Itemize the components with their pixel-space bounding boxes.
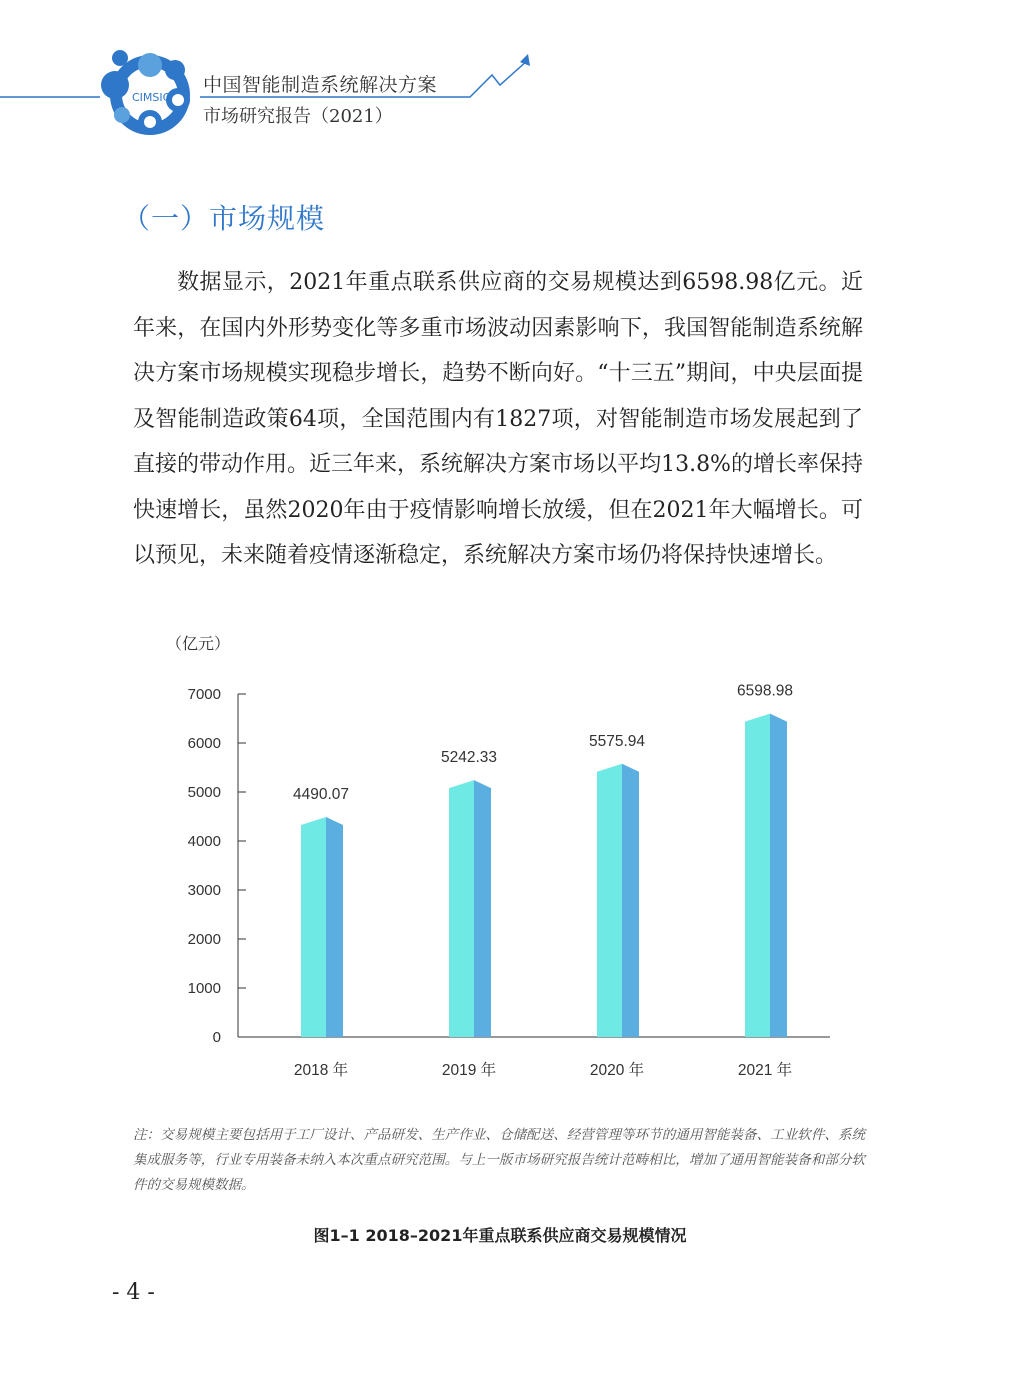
- bar-value-label: 5575.94: [588, 732, 646, 750]
- x-tick-label: 2021 年: [737, 1062, 793, 1079]
- y-tick-label: 0: [212, 1029, 221, 1046]
- y-tick-label: 3000: [187, 882, 221, 899]
- x-tick-label: 2019 年: [441, 1062, 497, 1079]
- arrow-up-icon: [520, 54, 530, 66]
- bar-chart: [130, 620, 850, 1090]
- page-number: - 4 -: [112, 1280, 155, 1305]
- bar-side: [326, 817, 343, 1037]
- y-tick-label: 5000: [187, 784, 221, 801]
- bar-value-label: 6598.98: [736, 682, 794, 700]
- body-paragraph: 数据显示，2021年重点联系供应商的交易规模达到6598.98亿元。近年来，在国内外形势变化等多重市场波动因素影响下，我国智能制造系统解决方案市场规模实现稳步增长，趋势不断向好。“十三五”期间，中央层面提及智能制造政策64项，全国范围内有1827项，对智能制造市场发展起到了直接的带动作用。近三年来，系统解决方案市场以平均13.8%的增长率保持快速增长，虽然2020年由于疫情影响增长放缓，但在2021年大幅增长。可以预见，未来随着疫情逐渐稳定，系统解决方案市场仍将保持快速增长。: [133, 270, 863, 568]
- figure-caption: 图1–1 2018–2021年重点联系供应商交易规模情况: [313, 1226, 687, 1245]
- x-tick-label: 2020 年: [589, 1062, 645, 1079]
- bar-front: [745, 714, 770, 1037]
- section-title: （一）市场规模: [122, 202, 326, 235]
- report-subtitle: 市场研究报告（2021）: [203, 106, 393, 127]
- y-tick-label: 7000: [187, 686, 221, 703]
- x-tick-label: 2018 年: [293, 1062, 349, 1079]
- logo-text: CIMSIC: [132, 91, 171, 104]
- y-tick-label: 6000: [187, 735, 221, 752]
- body-text: [133, 260, 863, 579]
- bar-value-label: 4490.07: [292, 785, 350, 803]
- y-tick-label: 2000: [187, 931, 221, 948]
- y-tick-label: 1000: [187, 980, 221, 997]
- bar-front: [301, 817, 326, 1037]
- page-header: [0, 40, 1020, 150]
- bar-front: [597, 764, 622, 1037]
- chart-note: 注：交易规模主要包括用于工厂设计、产品研发、生产作业、仓储配送、经营管理等环节的通用智能装备、工业软件、系统集成服务等，行业专用装备未纳入本次重点研究范围。与上一版市场研究报告统计范畴相比，增加了通用智能装备和部分软件的交易规模数据。: [133, 1127, 865, 1193]
- bar-side: [474, 780, 491, 1037]
- bar-side: [770, 714, 787, 1037]
- y-tick-label: 4000: [187, 833, 221, 850]
- bar-front: [449, 780, 474, 1037]
- chart-unit-label: （亿元）: [166, 634, 231, 653]
- header-decoration: [0, 40, 1020, 150]
- bar-side: [622, 764, 639, 1037]
- bar-value-label: 5242.33: [440, 749, 498, 767]
- report-title: 中国智能制造系统解决方案: [203, 74, 438, 96]
